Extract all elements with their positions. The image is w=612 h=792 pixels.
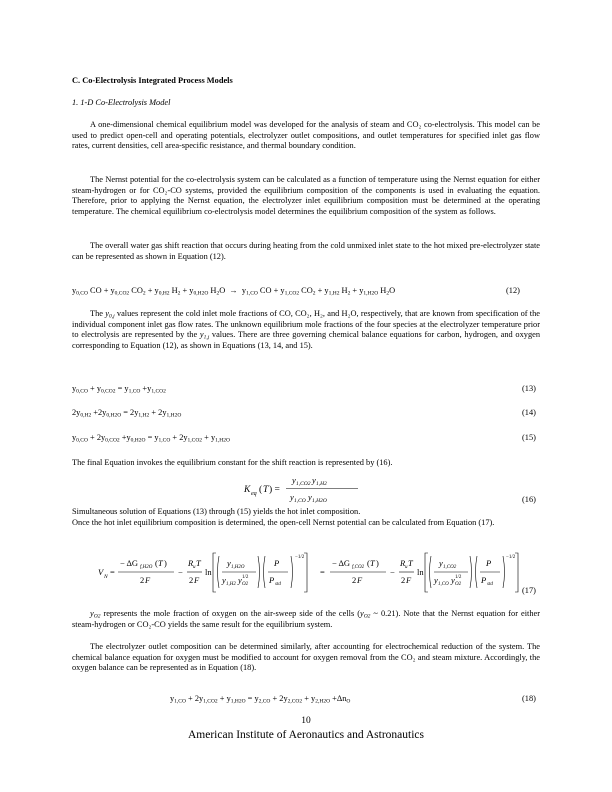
svg-text:P: P: [481, 575, 487, 585]
equation-13: $y_{0,CO} + y_{0,CO2} = y_{1,CO} +y_{1,CO2}$: [72, 384, 166, 395]
svg-text:− ΔG: − ΔG: [120, 558, 139, 568]
paragraph-3: The overall water gas shift reaction that occurs during heating from the cold unmixed inlet state to the hot mixed pre-electrolyzer state can be represented as shown in Equation (12).: [72, 241, 540, 261]
svg-text:V: V: [98, 567, 104, 577]
svg-text:N: N: [104, 574, 108, 580]
svg-text:) =: ) =: [269, 485, 280, 495]
paragraph-6-line-1: Simultaneous solution of Equations (13) through (15) yields the hot inlet composition.: [72, 507, 361, 516]
svg-text:eq: eq: [251, 491, 257, 497]
section-heading: C. Co-Electrolysis Integrated Process Models: [72, 76, 233, 85]
svg-text:=: =: [320, 567, 325, 577]
equation-14-number: (14): [522, 408, 536, 417]
svg-text:ln: ln: [205, 567, 212, 577]
equation-14: $2y_{0,H2} +2y_{0,H2O} = 2y_{1,H2} + 2y_{1,H2O}$: [72, 408, 182, 419]
paragraph-7: $y_{O2}$ represents the mole fraction of oxygen on the air-sweep side of the cells ($y_{O2}$ ~ 0.21). Note that the Nernst equation for either steam-hydrogen or CO₂-CO yields the same result for the equilibrium system.: [72, 609, 540, 629]
svg-text:y: y: [238, 575, 242, 585]
paragraph-6-line-2: Once the hot inlet equilibrium composition is determined, the open-cell Nernst potential can be calculated from Equation (17).: [72, 518, 495, 527]
svg-text:F: F: [357, 575, 363, 585]
svg-text:T: T: [263, 485, 269, 495]
svg-text:−1/2: −1/2: [506, 555, 516, 560]
equation-18: $y_{1,CO} + 2y_{1,CO2} + y_{1,H2O} = y_{2,CO} + 2y_{2,CO2} + y_{2,H2O} +\Delta n_O$: [170, 694, 351, 705]
svg-text:1/2: 1/2: [455, 575, 462, 580]
equation-13-number: (13): [522, 384, 536, 393]
svg-text:std: std: [275, 582, 281, 587]
svg-text:y: y: [222, 575, 226, 585]
equation-16: [240, 472, 370, 506]
svg-text:1,CO2: 1,CO2: [443, 565, 457, 570]
svg-text:1,CO: 1,CO: [294, 498, 306, 504]
equation-15: $y_{0,CO} + 2y_{0,CO2} +y_{0,H2O} = y_{1,CO} + 2y_{1,CO2} + y_{1,H2O}$: [72, 433, 230, 444]
svg-text:(: (: [259, 485, 263, 495]
svg-text:y: y: [439, 558, 443, 568]
svg-text:f,CO2: f,CO2: [352, 565, 365, 570]
paragraph-4: The $y_{0,j}$ values represent the cold inlet mole fractions of CO, CO₂, H₂, and H₂O, respectively, that are known from specification of the individual component inlet gas flow rates. The unknown equilibrium mole fractions of the four species at the electrolyzer temperature prior to electrolysis are represented by the $y_{1,j}$ values. There are three governing chemical balance equations for carbon, hydrogen, and oxygen corresponding to Equation (12), as shown in Equations (13, 14, and 15).: [72, 309, 540, 350]
svg-text:P: P: [269, 575, 275, 585]
footer-text: American Institute of Aeronautics and Astronautics: [187, 729, 424, 741]
svg-text:(: (: [367, 558, 370, 568]
svg-text:u: u: [193, 565, 196, 570]
svg-text:F: F: [194, 575, 200, 585]
svg-text:F: F: [406, 575, 412, 585]
equation-17-number: (17): [522, 586, 536, 595]
svg-text:1,H2O: 1,H2O: [312, 498, 327, 504]
svg-text:(: (: [155, 558, 158, 568]
svg-text:K: K: [244, 485, 251, 495]
svg-text:2: 2: [352, 575, 357, 585]
svg-text:1,H2: 1,H2: [226, 582, 236, 587]
svg-text:−: −: [178, 567, 183, 577]
paragraph-1: A one-dimensional chemical equilibrium model was developed for the analysis of steam and CO₂ co-electrolysis. This model can be used to predict open-cell and operating potentials, electrolyzer outlet compositions, and outlet temperatures for specified inlet gas flow rates, current densities, cell area-specific resistance, and thermal boundary condition.: [72, 120, 540, 151]
equation-16-number: (16): [522, 495, 536, 504]
svg-text:ln: ln: [417, 567, 424, 577]
svg-text:T: T: [370, 558, 375, 568]
svg-text:2: 2: [401, 575, 406, 585]
svg-text:): ): [376, 558, 379, 568]
svg-text:y: y: [434, 575, 438, 585]
svg-text:R: R: [400, 558, 406, 568]
svg-text:y: y: [290, 492, 294, 502]
svg-text:1/2: 1/2: [242, 575, 249, 580]
svg-text:f,H2O: f,H2O: [140, 565, 153, 570]
equation-12: $y_{0,CO}$ CO + $y_{0,CO2}$ $CO_2 + y_{0,H2}$ $H_2 + y_{0,H2O}$ $H_2O \to y_{1,CO}$ CO + $y_{1,CO2}$ $CO_2 + y_{1,H2}$ $H_2 + y_{1,H2O}$ $H_2O$: [72, 286, 396, 297]
svg-text:O2: O2: [242, 582, 249, 587]
subsection-heading: 1. 1-D Co-Electrolysis Model: [72, 98, 171, 107]
svg-text:u: u: [405, 565, 408, 570]
svg-text:P: P: [486, 558, 492, 568]
svg-text:P: P: [274, 558, 280, 568]
svg-text:y: y: [312, 475, 316, 485]
svg-text:− ΔG: − ΔG: [332, 558, 351, 568]
svg-text:T: T: [196, 558, 201, 568]
paragraph-5: The final Equation invokes the equilibrium constant for the shift reaction is represented by (16).: [72, 458, 393, 467]
svg-text:R: R: [188, 558, 194, 568]
svg-text:F: F: [145, 575, 151, 585]
svg-text:y: y: [292, 475, 296, 485]
svg-text:1,H2O: 1,H2O: [231, 565, 245, 570]
svg-text:std: std: [487, 582, 493, 587]
svg-text:T: T: [158, 558, 163, 568]
svg-text:−1/2: −1/2: [295, 555, 305, 560]
equation-12-number: (12): [506, 286, 520, 295]
equation-18-number: (18): [522, 694, 536, 703]
svg-text:T: T: [408, 558, 413, 568]
svg-text:1,H2: 1,H2: [316, 481, 327, 487]
svg-text:): ): [164, 558, 167, 568]
svg-text:=: =: [110, 567, 115, 577]
equation-17: [88, 548, 524, 596]
equation-15-number: (15): [522, 433, 536, 442]
svg-text:2: 2: [140, 575, 145, 585]
svg-text:O2: O2: [455, 582, 462, 587]
svg-text:1,CO: 1,CO: [438, 582, 449, 587]
page-number: 10: [301, 716, 311, 726]
svg-text:y: y: [451, 575, 455, 585]
paragraph-2: The Nernst potential for the co-electrolysis system can be calculated as a function of temperature using the Nernst equation for either steam-hydrogen or for CO₂-CO systems, provided the equilibrium composition of the components is used in evaluating the equation. Therefore, prior to applying the Nernst equation, the electrolyzer inlet equilibrium composition must be determined at the operating temperature. The chemical equilibrium co-electrolysis model determines the equilibrium composition of the system as follows.: [72, 175, 540, 216]
paragraph-8: The electrolyzer outlet composition can be determined similarly, after accounting for electrochemical reduction of the system. The chemical balance equation for oxygen must be modified to account for oxygen removal from the CO₂ and steam mixture. Accordingly, the oxygen balance can be represented as in Equation (18).: [72, 642, 540, 673]
svg-text:y: y: [308, 492, 312, 502]
svg-text:2: 2: [189, 575, 194, 585]
svg-text:−: −: [390, 567, 395, 577]
svg-text:1,CO2: 1,CO2: [296, 481, 311, 487]
svg-text:y: y: [227, 558, 231, 568]
